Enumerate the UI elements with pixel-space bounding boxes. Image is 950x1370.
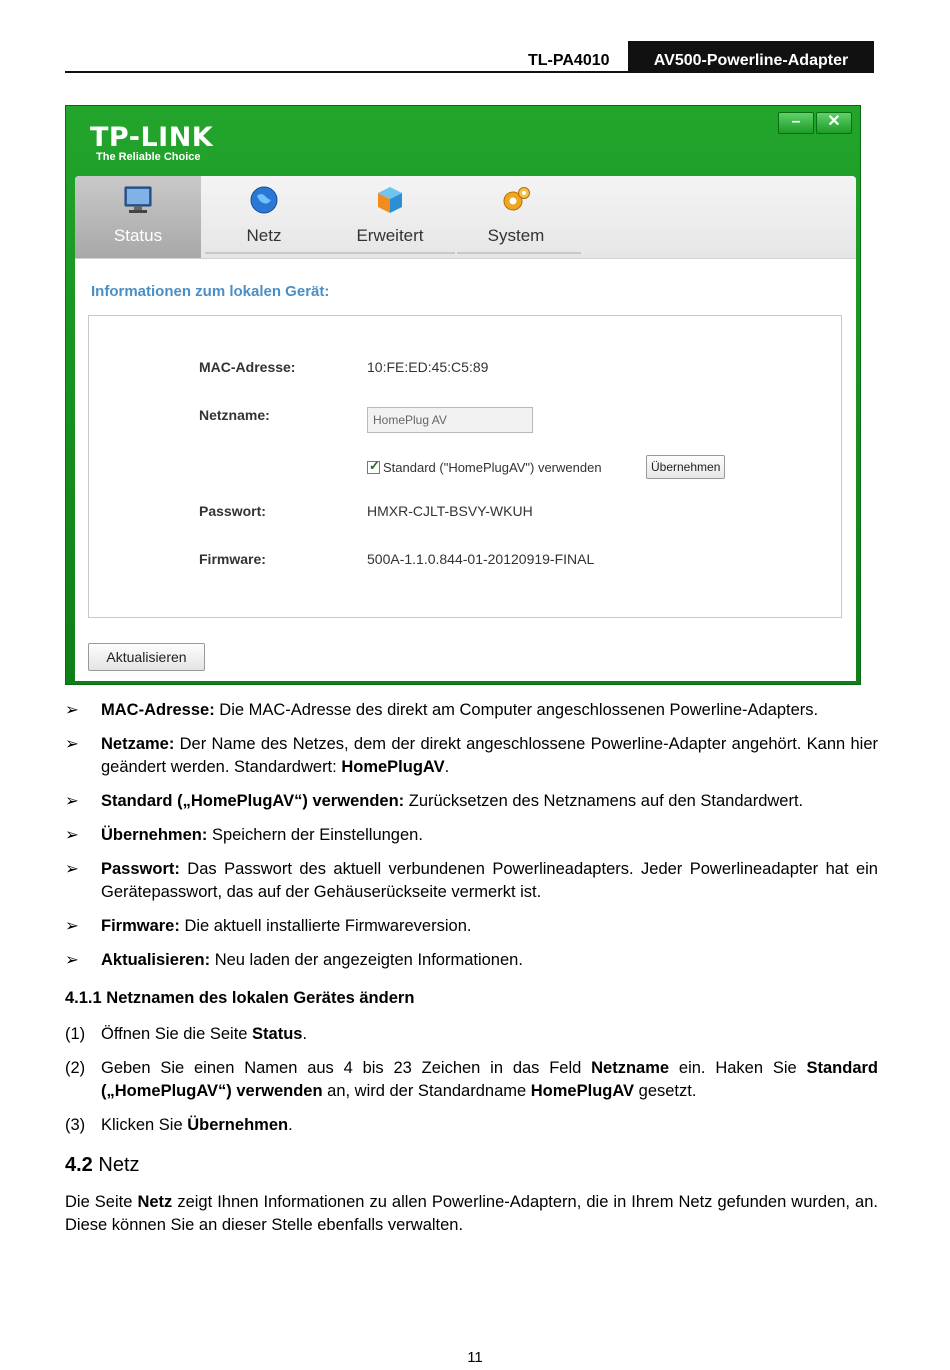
default-checkbox-label: Standard ("HomePlugAV") verwenden xyxy=(383,460,602,475)
bullet-term: Aktualisieren: xyxy=(101,951,211,969)
para-text: zeigt Ihnen Informationen zu allen Powerline-Adaptern, die in Ihrem Netz gefunden wurden, an. Diese können Sie an dieser Stelle ebenfalls verwalten. xyxy=(65,1193,878,1234)
apply-button[interactable]: Übernehmen xyxy=(646,455,725,479)
arrow-bullet-icon: ➢ xyxy=(65,951,79,969)
brand-tagline: The Reliable Choice xyxy=(96,151,201,163)
monitor-icon xyxy=(122,184,154,216)
step-item xyxy=(65,1057,878,1103)
list-item xyxy=(65,790,878,813)
step-text: gesetzt. xyxy=(634,1082,697,1100)
step-strong: Netzname xyxy=(591,1059,670,1077)
firmware-value: 500A-1.1.0.844-01-20120919-FINAL xyxy=(367,551,595,567)
password-label: Passwort: xyxy=(199,503,266,519)
bullet-tail: . xyxy=(444,758,450,776)
arrow-bullet-icon: ➢ xyxy=(65,792,79,810)
bullet-strong: HomePlugAV xyxy=(341,758,445,776)
refresh-button[interactable]: Aktualisieren xyxy=(88,643,205,671)
bullet-term: Passwort: xyxy=(101,860,180,878)
bullet-text: Die aktuell installierte Firmwareversion. xyxy=(179,917,472,935)
section-heading xyxy=(65,1154,140,1177)
tplink-logo xyxy=(90,122,213,163)
step-strong: Übernehmen xyxy=(187,1116,289,1134)
arrow-bullet-icon: ➢ xyxy=(65,917,79,935)
step-text: an, wird der Standardname xyxy=(322,1082,531,1100)
close-button[interactable]: ✕ xyxy=(816,112,852,134)
bullet-text: Die MAC-Adresse des direkt am Computer angeschlossenen Powerline-Adapters. xyxy=(214,701,819,719)
step-text: Öffnen Sie die Seite xyxy=(101,1025,253,1043)
arrow-bullet-icon: ➢ xyxy=(65,735,79,753)
bullet-term: Netzame: xyxy=(101,735,175,753)
section-title: Informationen zum lokalen Gerät: xyxy=(91,283,330,300)
bullet-text: Neu laden der angezeigten Informationen. xyxy=(210,951,523,969)
step-strong: Status xyxy=(252,1025,303,1043)
step-item xyxy=(65,1023,878,1046)
para-strong: Netz xyxy=(137,1193,173,1211)
mac-value: 10:FE:ED:45:C5:89 xyxy=(367,359,489,375)
tab-erweitert-label: Erweitert xyxy=(356,226,424,245)
tab-separator xyxy=(205,252,455,254)
step-number: (1) xyxy=(65,1025,86,1043)
step-strong: Standard („HomePlugAV“) verwenden xyxy=(101,1059,878,1100)
window-controls xyxy=(778,112,852,134)
netname-label: Netzname: xyxy=(199,407,270,423)
page-number: 11 xyxy=(467,1349,483,1366)
para-text: Die Seite xyxy=(65,1193,138,1211)
arrow-bullet-icon: ➢ xyxy=(65,826,79,844)
utility-window xyxy=(65,105,861,685)
tab-separator xyxy=(457,252,581,254)
bullet-text: Zurücksetzen des Netznamens auf den Standardwert. xyxy=(404,792,804,810)
bullet-term: Übernehmen: xyxy=(101,826,208,844)
list-item xyxy=(65,915,878,938)
brand-name: TP-LINK xyxy=(90,122,214,153)
step-strong: HomePlugAV xyxy=(530,1082,635,1100)
step-text: Geben Sie einen Namen aus 4 bis 23 Zeichen in das Feld xyxy=(101,1059,592,1077)
tab-system[interactable] xyxy=(453,176,579,258)
globe-icon xyxy=(248,184,280,216)
step-text: . xyxy=(288,1116,293,1134)
step-text: ein. Haken Sie xyxy=(669,1059,807,1077)
step-number: (2) xyxy=(65,1059,86,1077)
bullet-term: Standard („HomePlugAV“) verwenden: xyxy=(101,792,405,810)
netname-input[interactable]: HomePlug AV xyxy=(367,407,533,433)
gear-icon xyxy=(500,184,532,216)
subsection-heading: 4.1.1 Netznamen des lokalen Gerätes ändern xyxy=(65,989,415,1007)
step-text: Klicken Sie xyxy=(101,1116,188,1134)
tab-system-label: System xyxy=(487,226,545,245)
tab-erweitert[interactable] xyxy=(327,176,453,258)
cube-icon xyxy=(374,184,406,216)
section-paragraph xyxy=(65,1191,878,1237)
header-rule xyxy=(65,71,629,73)
bullet-text: Der Name des Netzes, dem der direkt angeschlossene Powerline-Adapter angehört. Kann hier geändert werden. Standardwert: xyxy=(101,735,878,776)
section-title-text: Netz xyxy=(98,1154,140,1176)
bullet-term: MAC-Adresse: xyxy=(101,701,215,719)
tab-netz-label: Netz xyxy=(246,226,282,245)
default-checkbox[interactable] xyxy=(367,458,380,474)
bullet-term: Firmware: xyxy=(101,917,180,935)
header-model: TL-PA4010 xyxy=(528,52,610,69)
firmware-label: Firmware: xyxy=(199,551,266,567)
section-number: 4.2 xyxy=(65,1154,93,1176)
list-item xyxy=(65,824,878,847)
arrow-bullet-icon: ➢ xyxy=(65,860,79,878)
list-item xyxy=(65,949,878,972)
tab-status[interactable] xyxy=(75,176,201,258)
mac-label: MAC-Adresse: xyxy=(199,359,296,375)
step-text: . xyxy=(302,1025,308,1043)
default-checkbox-row[interactable] xyxy=(367,460,602,475)
list-item xyxy=(65,858,878,904)
arrow-bullet-icon: ➢ xyxy=(65,701,79,719)
bullet-text: Das Passwort des aktuell verbundenen Powerlineadapters. Jeder Powerlineadapter hat ein Gerätepasswort, das auf der Gehäuserückseite vermerkt ist. xyxy=(101,860,878,901)
tab-bar xyxy=(75,176,856,259)
minimize-button[interactable]: – xyxy=(778,112,814,134)
checkmark-icon: ✓ xyxy=(369,458,380,473)
info-box xyxy=(88,315,842,618)
step-item xyxy=(65,1114,878,1137)
tab-netz[interactable] xyxy=(201,176,327,258)
step-number: (3) xyxy=(65,1116,86,1134)
list-item xyxy=(65,733,878,779)
bullet-text: Speichern der Einstellungen. xyxy=(207,826,423,844)
password-value: HMXR-CJLT-BSVY-WKUH xyxy=(367,503,533,519)
header-product: AV500-Powerline-Adapter xyxy=(628,41,874,73)
content-panel xyxy=(75,176,856,681)
list-item xyxy=(65,699,878,722)
tab-status-label: Status xyxy=(113,226,163,245)
